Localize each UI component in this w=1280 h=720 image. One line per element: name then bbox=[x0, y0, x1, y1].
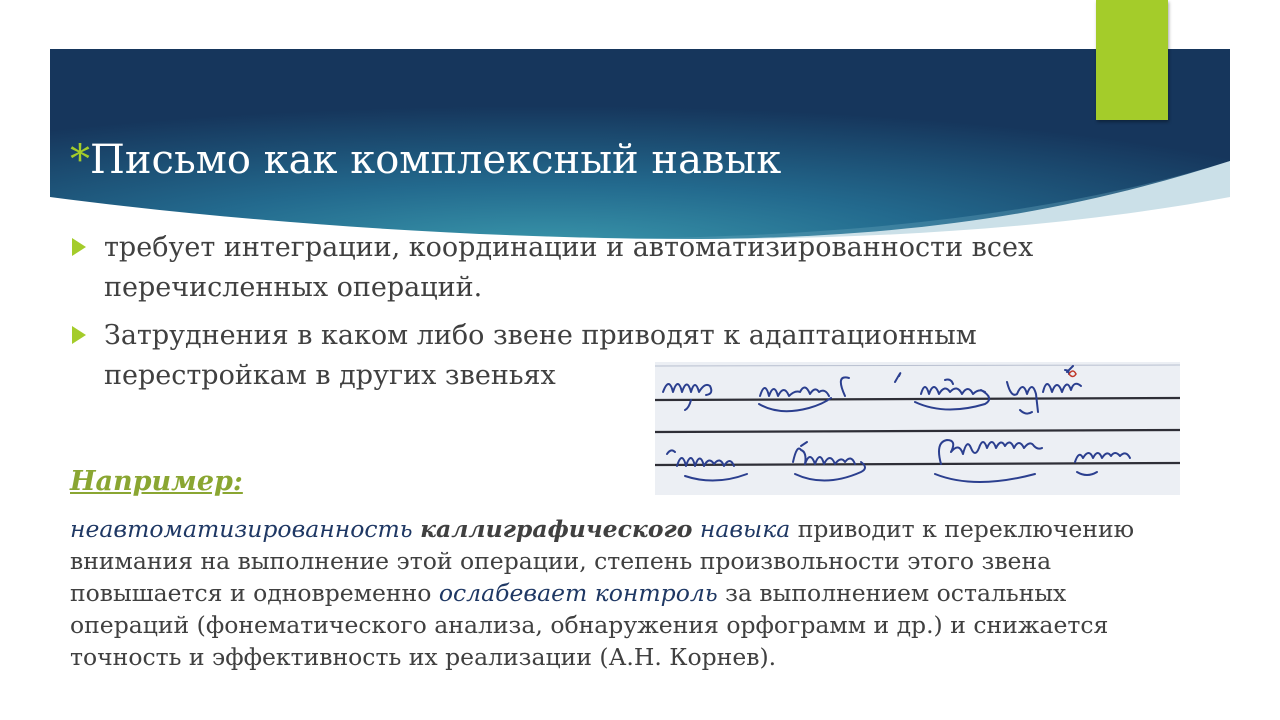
bullet-text: требует интеграции, координации и автоматизированности всех перечисленных операций. bbox=[104, 232, 1034, 303]
paragraph-emphasis: ослабевает контроль bbox=[438, 579, 718, 607]
example-paragraph bbox=[70, 513, 1190, 673]
title-text: Письмо как комплексный навык bbox=[90, 137, 782, 183]
slide-title bbox=[70, 132, 781, 188]
paragraph-text: за выполнением остальных операций (фонематического анализа, обнаружения орфограмм и др.) и снижается точность и эффективность их реализации (А.Н. Корнев). bbox=[70, 579, 1109, 671]
accent-bar bbox=[1096, 0, 1168, 120]
paragraph-emphasis: неавтоматизированность bbox=[70, 515, 413, 543]
paragraph-text: приводит к переключению внимания на выполнение этой операции, степень произвольности этого звена повышается и одновременно bbox=[70, 515, 1135, 607]
title-star-marker: * bbox=[70, 137, 90, 183]
paper-background bbox=[655, 362, 1180, 495]
bullet-text: Затруднения в каком либо звене приводят к адаптационным перестройкам в других звеньях bbox=[104, 320, 977, 391]
paragraph-strong-emphasis: каллиграфического bbox=[420, 515, 693, 543]
bullet-arrow-icon bbox=[72, 238, 86, 256]
bullet-item bbox=[70, 228, 1170, 308]
handwriting-sample-image bbox=[655, 362, 1180, 495]
example-label: Например: bbox=[70, 466, 243, 497]
paragraph-emphasis: навыка bbox=[699, 515, 791, 543]
bullet-arrow-icon bbox=[72, 326, 86, 344]
